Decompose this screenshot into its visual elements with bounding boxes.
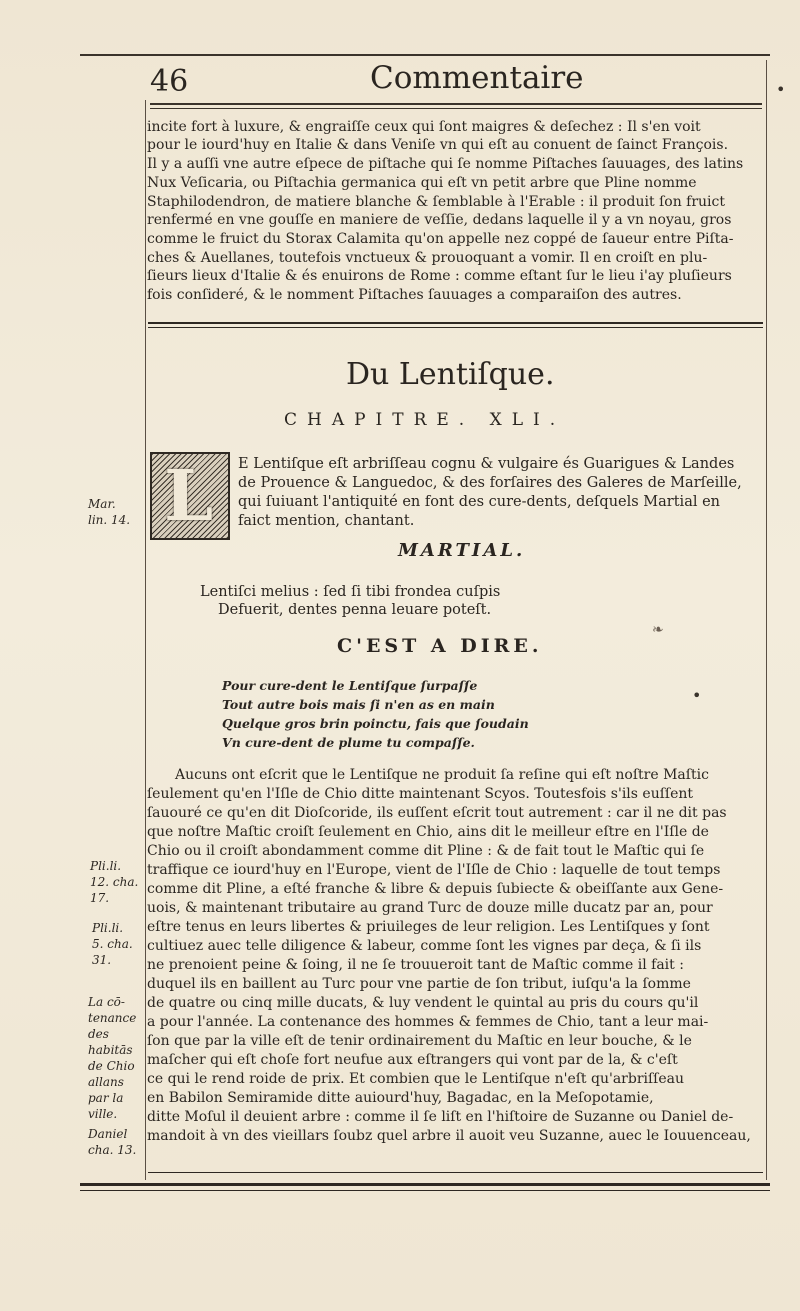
bottom-rule-thin xyxy=(80,1190,770,1191)
text-line: eſtre tenus en leurs libertes & priuileges de leur religion. Les Lentiſques y ſont xyxy=(147,919,710,935)
text-line: comme dit Pline, a eſté franche & libre & depuis ſubiecte & obeiſſante aux Gene- xyxy=(147,881,724,897)
margin-note-daniel: Daniel cha. 13. xyxy=(88,1127,137,1157)
verse-line: Pour cure-dent le Lentiſque ſurpaſſe xyxy=(222,678,478,693)
margin-dot: • xyxy=(692,686,702,705)
bottom-rule xyxy=(80,1183,770,1186)
verse-line: Defuerit, dentes penna leuare poteſt. xyxy=(218,602,492,618)
verse-line: Tout autre bois mais ſi n'en as en main xyxy=(222,697,495,712)
text-line: duquel ils en baillent au Turc pour vne partie de ſon tribut, iuſqu'a la ſomme xyxy=(147,976,691,992)
text-line: que noſtre Maſtic croiſt ſeulement en Chio, ains dit le meilleur eſtre en l'Iſle de xyxy=(147,824,709,840)
margin-note-pline: Pli.li. 5. cha. 31. xyxy=(92,921,133,967)
text-line: mandoit à vn des vieillars ſoubz quel arbre il auoit veu Suzanne, auec le Iouuenceau, xyxy=(147,1128,751,1144)
text-line: maſcher qui eſt choſe fort neufue aux eſtrangers qui vont par de la, & c'eſt xyxy=(147,1052,678,1068)
text-line: E Lentiſque eſt arbriſſeau cognu & vulgaire és Guarigues & Landes xyxy=(238,456,735,472)
section-divider-thin xyxy=(148,327,763,328)
running-title: Commentaire xyxy=(370,60,584,96)
text-line: renfermé en vne gouſſe en maniere de veſſie, dedans laquelle il y a vn noyau, gros xyxy=(147,212,732,228)
section-title: Du Lentiſque. xyxy=(346,357,555,392)
page-number: 46 xyxy=(150,64,189,99)
header-rule-thin xyxy=(150,108,762,109)
right-rule xyxy=(766,60,767,1180)
margin-note-contenance: La cō- tenance des habitās de Chio allans par la ville. xyxy=(88,995,137,1121)
fleuron-ornament: ❧ xyxy=(652,622,664,638)
text-line: cultiuez auec telle diligence & labeur, comme ſont les vignes par deça, & ſi ils xyxy=(147,938,702,954)
text-line: comme le fruict du Storax Calamita qu'on appelle nez coppé de ſaueur entre Piſta- xyxy=(147,231,734,247)
text-line: ches & Auellanes, toutefois vnctueux & prouoquant a vomir. Il en croiſt en plu- xyxy=(147,250,708,266)
margin-dot: • xyxy=(776,80,786,99)
text-line: traffique ce iourd'huy en l'Europe, vient de l'Iſle de Chio : laquelle de tout temps xyxy=(147,862,721,878)
text-line: Staphilodendron, de matiere blanche & ſemblable à l'Erable : il produit ſon fruict xyxy=(147,194,725,210)
text-line: ce qui le rend roide de prix. Et combien que le Lentiſque n'eſt qu'arbriſſeau xyxy=(147,1071,684,1087)
closing-rule xyxy=(148,1172,763,1173)
verse-line: Quelque gros brin poinctu, fais que ſoudain xyxy=(222,716,529,731)
text-line: ſauouré ce qu'en dit Dioſcoride, ils euſſent eſcrit tout autrement : car il ne dit pas xyxy=(147,805,727,821)
text-line: Chio ou il croiſt abondamment comme dit Pline : & de fait tout le Maſtic qui ſe xyxy=(147,843,705,859)
text-line: ſon que par la ville eſt de tenir ordinairement du Maſtic en leur bouche, & le xyxy=(147,1033,692,1049)
poet-heading: MARTIAL. xyxy=(398,540,526,561)
text-line: fois conſideré, & le nomment Piſtaches ſauuages a comparaiſon des autres. xyxy=(147,287,682,303)
section-divider xyxy=(148,322,763,324)
text-line: ditte Moſul il deuient arbre : comme il ſe liſt en l'hiſtoire de Suzanne ou Daniel de- xyxy=(147,1109,734,1125)
text-line: de Prouence & Languedoc, & des forſaires des Galeres de Marſeille, xyxy=(238,475,742,491)
translation-heading: C'EST A DIRE. xyxy=(337,635,543,657)
verse-line: Vn cure-dent de plume tu compaſſe. xyxy=(222,735,475,750)
text-line: faict mention, chantant. xyxy=(238,513,415,529)
text-line: de quatre ou cinq mille ducats, & luy vendent le quintal au pris du cours qu'il xyxy=(147,995,699,1011)
top-rule xyxy=(80,54,770,56)
header-rule xyxy=(150,103,762,105)
text-line: ſeulement qu'en l'Iſle de Chio ditte maintenant Scyos. Toutesfois s'ils euſſent xyxy=(147,786,694,802)
margin-note-martial: Mar. lin. 14. xyxy=(88,497,131,527)
text-line: ſieurs lieux d'Italie & és enuirons de Rome : comme eſtant ſur le lieu i'ay pluſieurs xyxy=(147,268,732,284)
left-rule xyxy=(145,100,146,1180)
text-line: Nux Veſicaria, ou Piſtachia germanica qui eſt vn petit arbre que Pline nomme xyxy=(147,175,697,191)
decorative-initial xyxy=(150,452,230,540)
verse-line: Lentiſci melius : ſed ſi tibi frondea cuſpis xyxy=(200,584,501,600)
text-line: Aucuns ont eſcrit que le Lentiſque ne produit ſa reſine qui eſt noſtre Maſtic xyxy=(175,767,709,783)
text-line: incite fort à luxure, & engraiſſe ceux qui ſont maigres & deſechez : Il s'en voit xyxy=(147,119,701,135)
margin-note-pline: Pli.li. 12. cha. 17. xyxy=(90,859,139,905)
text-line: Il y a auſſi vne autre eſpece de piſtache qui ſe nomme Piſtaches ſauuages, des latins xyxy=(147,156,744,172)
text-line: pour le iourd'huy en Italie & dans Veniſe vn qui eſt au conuent de ſainct François. xyxy=(147,137,729,153)
dropcap-letter: L xyxy=(164,454,214,537)
text-line: a pour l'année. La contenance des hommes & femmes de Chio, tant a leur mai- xyxy=(147,1014,709,1030)
text-line: ne prenoient peine & ſoing, il ne ſe trouueroit tant de Maſtic comme il fait : xyxy=(147,957,684,973)
chapter-heading: CHAPITRE. XLI. xyxy=(284,410,566,430)
text-line: qui ſuiuant l'antiquité en font des cure-dents, deſquels Martial en xyxy=(238,494,721,510)
text-line: uois, & maintenant tributaire au grand Turc de douze mille ducatz par an, pour xyxy=(147,900,713,916)
text-line: en Babilon Semiramide ditte auiourd'huy, Bagadac, en la Meſopotamie, xyxy=(147,1090,654,1106)
